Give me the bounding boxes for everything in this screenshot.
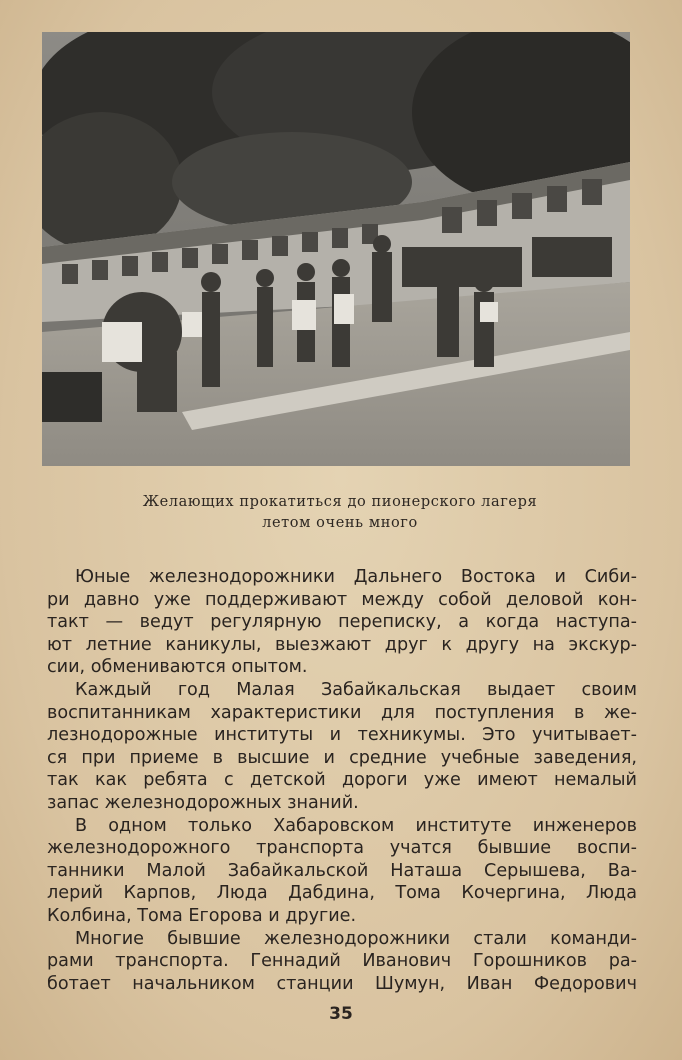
text-line: Юные железнодорожники Дальнего Востока и Сиби- bbox=[75, 567, 637, 587]
text-line: так как ребята с детской дороги уже имеют немалый bbox=[47, 770, 637, 791]
paragraph bbox=[47, 815, 637, 928]
text-line: Многие бывшие железнодорожники стали команди- bbox=[75, 928, 637, 949]
text-line: железнодорожного транспорта учатся бывшие воспи- bbox=[47, 838, 637, 859]
paragraph bbox=[47, 928, 637, 996]
paragraph bbox=[47, 566, 637, 679]
photo-caption bbox=[60, 492, 620, 534]
text-line: Каждый год Малая Забайкальская выдает своим bbox=[75, 679, 637, 700]
text-line: сии, обмениваются опытом. bbox=[47, 657, 308, 678]
caption-line: летом очень много bbox=[262, 515, 418, 531]
text-line: танники Малой Забайкальской Наташа Серышева, Ва- bbox=[47, 860, 637, 881]
photo-children-railway-train bbox=[42, 32, 630, 466]
text-line: воспитанникам характеристики для поступления в же- bbox=[47, 702, 637, 723]
text-line: такт — ведут регулярную переписку, а когда наступа- bbox=[47, 612, 637, 633]
text-line: ри давно уже поддерживают между собой деловой кон- bbox=[47, 589, 637, 610]
text-line: запас железнодорожных знаний. bbox=[47, 792, 359, 813]
text-line: В одном только Хабаровском институте инженеров bbox=[75, 815, 637, 836]
text-line: ся при приеме в высшие и средние учебные заведения, bbox=[47, 747, 637, 768]
paragraph bbox=[47, 679, 637, 815]
page-number: 35 bbox=[329, 1004, 353, 1024]
caption-line: Желающих прокатиться до пионерского лагеря bbox=[142, 494, 538, 510]
text-line: лерий Карпов, Люда Дабдина, Тома Кочергина, Люда bbox=[47, 883, 637, 904]
text-line: лезнодорожные институты и техникумы. Это учитывает- bbox=[47, 725, 637, 746]
text-line: ют летние каникулы, выезжают друг к другу на экскур- bbox=[47, 634, 637, 655]
text-line: рами транспорта. Геннадий Иванович Горошников ра- bbox=[47, 951, 637, 972]
text-line: ботает начальником станции Шумун, Иван Федорович bbox=[47, 973, 637, 994]
text-line: Колбина, Тома Егорова и другие. bbox=[47, 905, 357, 926]
article-body bbox=[47, 566, 637, 995]
